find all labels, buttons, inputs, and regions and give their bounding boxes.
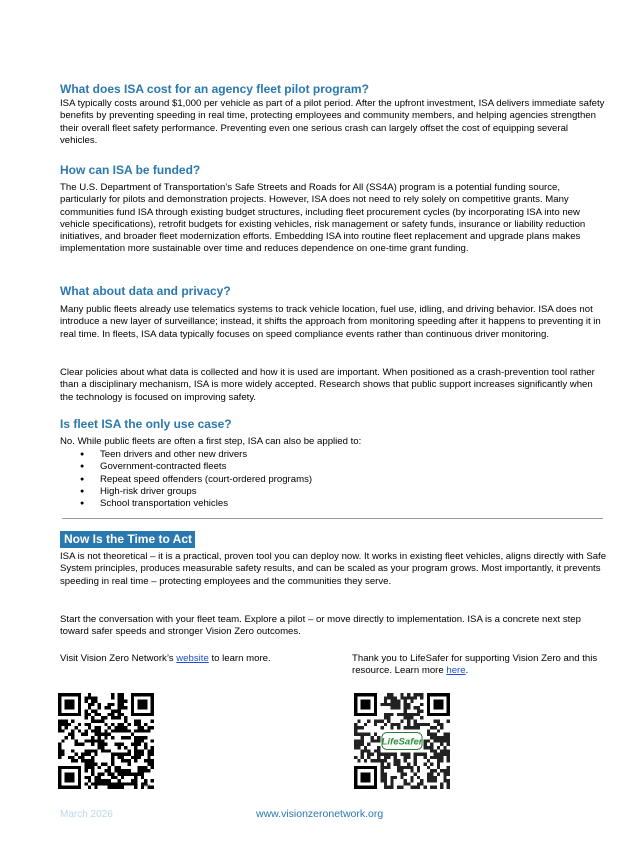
lifesafer-logo: LifeSafer: [381, 736, 423, 748]
list-item: ● Teen drivers and other new drivers: [60, 449, 312, 461]
visit-prefix: Visit Vision Zero Network’s: [60, 653, 177, 664]
list-item: ● School transportation vehicles: [60, 498, 312, 510]
visit-suffix: to learn more.: [208, 653, 271, 664]
list-item: ● High-risk driver groups: [60, 486, 312, 498]
heading-use-cases: Is fleet ISA the only use case?: [60, 417, 232, 431]
divider: [62, 518, 603, 519]
heading-privacy: What about data and privacy?: [60, 284, 231, 298]
paragraph-use-cases: No. While public fleets are often a first step, ISA can also be applied to:: [60, 436, 362, 447]
thanks-body: Thank you to LifeSafer for supporting Vision Zero and this resource. Learn more: [352, 653, 598, 677]
qr-tag: bitly: [141, 782, 150, 788]
website-link[interactable]: website: [176, 653, 209, 664]
cta-paragraph-2: Start the conversation with your fleet team. Explore a pilot – or move directly to implementation. ISA is a concrete next step toward safer speeds and stronger Vision Zero outcomes.: [60, 614, 581, 638]
heading-funding: How can ISA be funded?: [60, 163, 201, 177]
paragraph-funding: The U.S. Department of Transportation’s Safe Streets and Roads for All (SS4A) program is a potential funding source, particularly for pilots and demonstration projects. However, ISA does not need to rely solely on competitive grants. Many communities fund ISA through existing budget structures, including fleet procurement cycles (by incorporating ISA into new vehicle specifications), retrofit budgets for existing vehicles, risk management or safety funds, insurance or liability reduction initiatives, and broader fleet modernization efforts. Embedding ISA into routine fleet replacement and upgrade plans makes implementation more sustainable over time and reduces dependence on one-time grant funding.: [60, 182, 586, 255]
paragraph-privacy-1: Many public fleets already use telematics systems to track vehicle location, fuel use, idling, and driving behavior. ISA does not introduce a new layer of surveillance; instead, it shifts the approach from monitoring speeding after it happens to preventing it in real time. In fleets, ISA data typically focuses on speed compliance events rather than continuous driver monitoring.: [60, 304, 601, 340]
cta-banner: Now Is the Time to Act: [60, 531, 195, 548]
paragraph-privacy-2: Clear policies about what data is collected and how it is used are important. When positioned as a crash-prevention tool rather than a disciplinary mechanism, ISA is more widely accepted. Research shows that public support increases significantly when the technology is focused on improving safety.: [60, 367, 595, 403]
visit-text: [60, 653, 271, 665]
footer-date: March 2026: [60, 809, 113, 820]
qr-code-website[interactable]: [58, 693, 154, 789]
here-link[interactable]: here: [446, 665, 466, 677]
use-case-list: [60, 449, 312, 510]
heading-cost: What does ISA cost for an agency fleet pilot program?: [60, 82, 369, 96]
thanks-suffix: .: [465, 665, 469, 677]
list-item: ● Government-contracted fleets: [60, 461, 312, 473]
footer-url[interactable]: www.visionzeronetwork.org: [256, 808, 384, 820]
cta-paragraph-1: ISA is not theoretical – it is a practical, proven tool you can deploy now. It works in existing fleet vehicles, aligns directly with Safe System principles, produces measurable safety results, and can be scaled as your program grows. Most importantly, it prevents speeding in real time – protecting employees and the communities they serve.: [60, 551, 607, 587]
qr-code-lifesafer[interactable]: [354, 693, 450, 789]
paragraph-cost: ISA typically costs around $1,000 per vehicle as part of a pilot period. After the upfront investment, ISA delivers immediate safety benefits by preventing speeding in real time, protecting employees and community members, and helping agencies strengthen their overall fleet safety performance. Preventing even one serious crash can largely offset the cost of equipping several vehicles.: [60, 98, 605, 146]
list-item: ● Repeat speed offenders (court-ordered programs): [60, 474, 312, 486]
thanks-text: [352, 653, 612, 678]
